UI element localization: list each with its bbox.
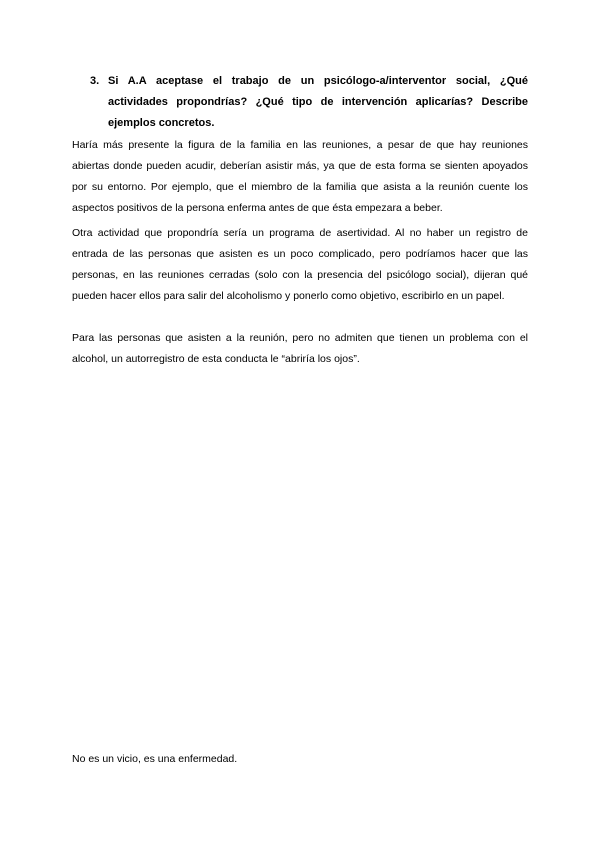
question-number: 3. — [90, 75, 100, 87]
paragraph-assertiveness: Otra actividad que propondría sería un programa de asertividad. Al no haber un registro de entrada de las personas que asisten es un poco complicado, pero podríamos hacer que las personas, en las reuniones cerradas (solo con la presencia del psicólogo social), dijeran qué pueden hacer ellos para salir del alcoholismo y ponerlo como objetivo, escribirlo en un papel. — [72, 227, 528, 302]
question-text: Si A.A aceptase el trabajo de un psicólogo-a/interventor social, ¿Qué actividades propondrías? ¿Qué tipo de intervención aplicarías? Describe ejemplos concretos. — [108, 75, 528, 129]
paragraph-self-record: Para las personas que asisten a la reunión, pero no admiten que tienen un problema con el alcohol, un autorregistro de esta conducta le “abriría los ojos”. — [72, 332, 528, 365]
question-3 — [90, 71, 528, 134]
paragraph-family: Haría más presente la figura de la familia en las reuniones, a pesar de que hay reuniones abiertas donde pueden acudir, deberían asistir más, ya que de esta forma se sienten apoyados por su entorno. Por ejemplo, que el miembro de la familia que asista a la reunión cuente los aspectos positivos de la persona enferma antes de que ésta empezara a beber. — [72, 139, 528, 214]
closing-statement: No es un vicio, es una enfermedad. — [72, 753, 238, 765]
